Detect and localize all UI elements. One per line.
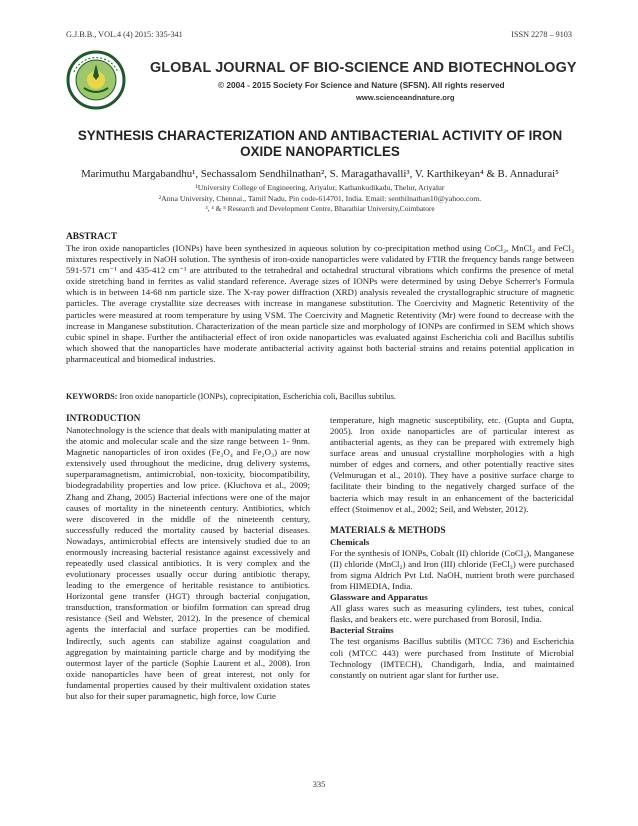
society-logo-icon bbox=[66, 50, 128, 110]
issn-label: ISSN 2278 – 9103 bbox=[511, 30, 572, 39]
chemicals-heading: Chemicals bbox=[330, 536, 370, 547]
keywords-line bbox=[66, 392, 574, 401]
journal-citation: G.J.B.B., VOL.4 (4) 2015: 335-341 bbox=[66, 30, 183, 39]
introduction-heading: INTRODUCTION bbox=[66, 414, 141, 424]
introduction-text: Nanotechnology is the science that deals with manipulating matter at the atomic and molecular scale and the size range between 1- 9nm. Magnetic nanoparticles of iron oxides (Fe₃O₄ and Fe₂O₃) are now extensively used throughout the medicine, drug delivery systems, superparamagnetism, antimicrobial, non-toxicity, biocompatibility, biodegradability properties and low price. (Kluchova et al., 2009; Zhang and Zhang, 2005) Bacterial infections were one of the major causes of mortality in the nineteenth century. Antibiotics, which were discovered in the middle of the nineteenth century, successfully reduced the mortality caused by bacterial diseases. Nowadays, antimicrobial effects are intensively studied due to an enormously increasing bacterial resistance against excessively and repeatedly used classical antibiotics. It is very complex and the evolutionary processes usually occur during antibiotic therapy, leading to the emergence of heritable resistance to antibiotics. Horizontal gene transfer (HGT) through bacterial conjugation, transduction, transformation or biofilm formation can spread drug resistance (Seil and Webster, 2012). In the presence of chemical agents the interfacial and surface properties can be modified. Indirectly, such agents can stabilize against coagulation and aggregation by maintaining particle charge and by modifying the outermost layer of the particle (Sophie Laurent et al., 2008). Iron oxide nanoparticles have been of great interest, not only for fundamental properties caused by their multivalent oxidation states but also for their super paramagnetic, high force, low Curie bbox=[66, 425, 310, 701]
glassware-text: All glass wares such as measuring cylinders, test tubes, conical flasks, and beakers etc. were purchased from Borosil, India. bbox=[330, 603, 574, 625]
keywords-text: Iron oxide nanoparticle (IONPs), coprecipitation, Escherichia coli, Bacillus subtilus. bbox=[119, 392, 396, 401]
paper-title: SYNTHESIS CHARACTERIZATION AND ANTIBACTERIAL ACTIVITY OF IRON OXIDE NANOPARTICLES bbox=[77, 128, 563, 159]
affiliation-2: ²Anna University, Chennai., Tamil Nadu, Pin code-614701, India. Email: senthilnathan10@yahoo.com. bbox=[158, 194, 482, 203]
running-head bbox=[66, 30, 572, 44]
introduction-continued-text: temperature, high magnetic susceptibility, etc. (Gupta and Gupta, 2005). Iron oxide nanoparticles are of particular interest as antibacterial agents, as they can be prepared with extremely high surface areas and unusual crystalline morphologies with a high number of edges and corners, and other potentially reactive sites (Velmurugan et al., 2010). They have a positive surface charge to facilitate their binding to the negatively charged surface of the bacteria which may result in an enhancement of the bactericidal effect (Stoimenov et al., 2002; Seil, and Webster, 2012). bbox=[330, 415, 574, 514]
page-number: 335 bbox=[312, 779, 326, 789]
affiliation-1: ¹University College of Engineering, Ariyalur, Kathankudikadu, Thelur, Ariyalur bbox=[195, 183, 445, 192]
abstract-text: The iron oxide nanoparticles (IONPs) have been synthesized in aqueous solution by co-precipitation method using CoCl₂, MnCl₂ and FeCl₃ mixtures respectively in NaOH solution. The synthesis of iron-oxide nanoparticles were validated by FTIR the frequency bands range between 591-571 cm⁻¹ and 435-412 cm⁻¹ are attributed to the tetrahedral and octahedral structural vibrations which confirms the presence of metal oxide stretching band in ferrites as valid standard reference. Average sizes of IONPs were determined by using Debye Scherrer's Formula which is in between 14-68 nm particle size. The X-ray power diffraction (XRD) analysis revealed the crystallographic structure of magnetic particles. The average crystallite size decreases with increase in manganese substitution. The Coercivity and Magnetic Retentivity of the particles were measured at room temperature by using VSM. The Coercivity and Magnetic Retentivity (Mr) were found to decrease with the increase in Manganese substitution. Characterization of the mean particle size and morphology of IONPs are confirmed in SEM which shows cubic spinel in shape. Further the antibacterial effect of iron oxide nanoparticles was evaluated against Escherichia coli and Bacillus subtilis which showed that the nanoparticles have moderate antibacterial activity against both bacterial strains and retains potential application in pharmaceutical and biomedical industries. bbox=[66, 243, 574, 364]
methods-heading: MATERIALS & METHODS bbox=[330, 525, 446, 536]
journal-url[interactable]: www.scienceandnature.org bbox=[356, 93, 455, 102]
journal-banner bbox=[66, 50, 577, 110]
author-list: Marimuthu Margabandhu¹, Sechassalom Sendhilnathan², S. Maragathavalli³, V. Karthikeyan⁴ & B. Annadurai⁵ bbox=[81, 168, 559, 180]
bacterial-strains-heading: Bacterial Strains bbox=[330, 625, 394, 636]
keywords-label: KEYWORDS: bbox=[66, 392, 118, 401]
bacterial-strains-text: The test organisms Bacillus subtilis (MTCC 736) and Escherichia coli (MTCC 443) were purchased from Institute of Microbial Technology (IMTECH), Chandigarh, India, and maintained constantly on nutrient agar slant for further use. bbox=[330, 636, 574, 680]
glassware-heading: Glassware and Apparatus bbox=[330, 592, 428, 603]
chemicals-text: For the synthesis of IONPs, Cobalt (II) chloride (CoCl₂), Manganese (II) chloride (MnCl₂) and Iron (III) chloride (FeCl₃) were purchased from sigma Aldrich Pvt Ltd. NaOH, nutrient broth were purchased from HIMEDIA, India. bbox=[330, 547, 574, 592]
abstract-heading: ABSTRACT bbox=[66, 232, 118, 242]
journal-copyright: © 2004 - 2015 Society For Science and Nature (SFSN). All rights reserved bbox=[218, 80, 505, 90]
journal-name: GLOBAL JOURNAL OF BIO-SCIENCE AND BIOTECHNOLOGY bbox=[150, 60, 577, 76]
affiliation-3: ³, ⁴ & ⁵ Research and Development Centre, Bharathiar University,Coimbatore bbox=[205, 204, 435, 213]
left-column bbox=[66, 414, 310, 702]
right-column bbox=[330, 415, 574, 681]
